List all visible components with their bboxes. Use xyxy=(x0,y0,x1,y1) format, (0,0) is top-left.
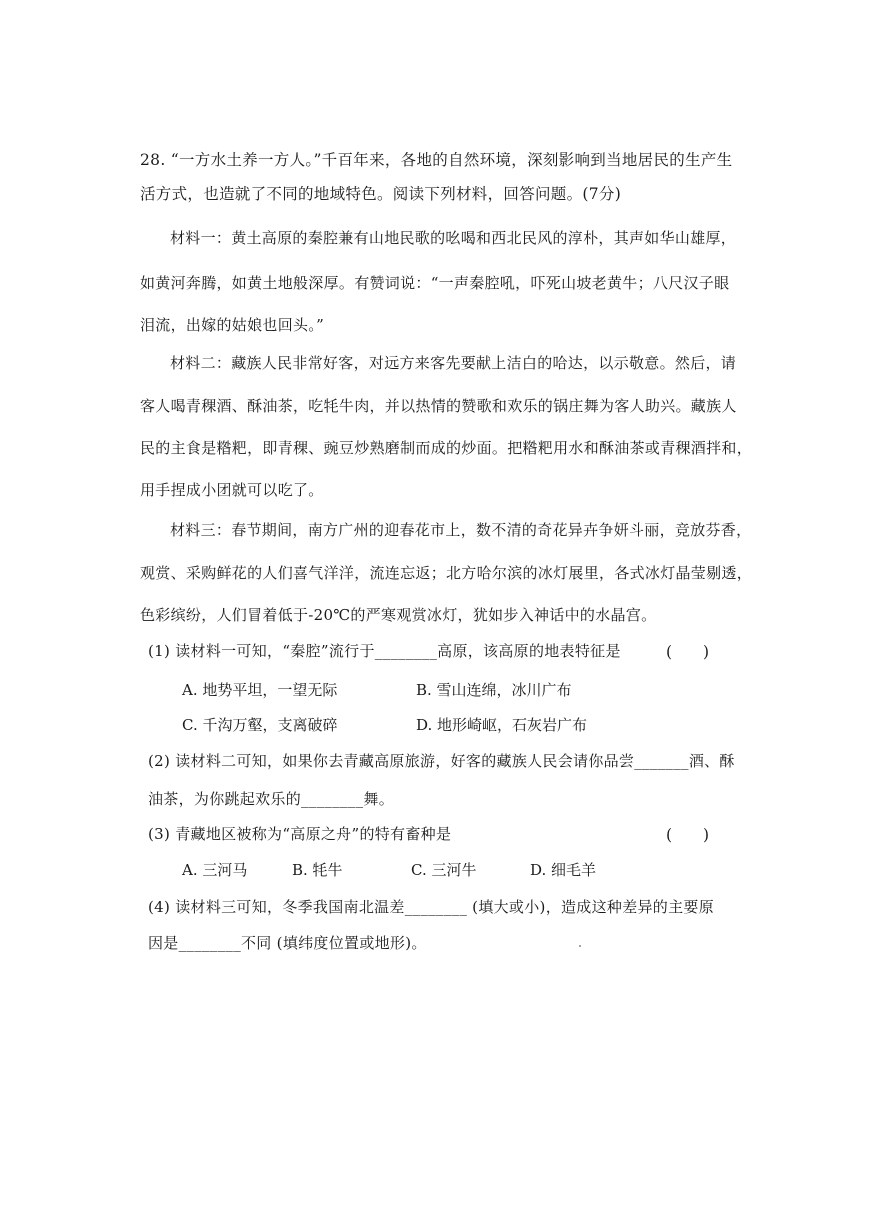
material-1-line-2: 如黄河奔腾，如黄土地般深厚。有赞词说：“一声秦腔吼，吓死山坡老黄牛；八尺汉子眼 xyxy=(140,274,730,292)
sub-question-2-line-2: 油茶，为你跳起欢乐的________舞。 xyxy=(148,790,395,808)
material-1-line-3: 泪流，出嫁的姑娘也回头。” xyxy=(140,316,325,334)
scan-speck xyxy=(579,945,581,947)
material-3-line-1: 材料三：春节期间，南方广州的迎春花市上，数不清的奇花异卉争妍斗丽，竞放芬香， xyxy=(170,521,752,539)
sub-question-1: (1) 读材料一可知，“秦腔”流行于________高原，该高原的地表特征是 xyxy=(148,642,621,660)
option-3a[interactable]: A. 三河马 xyxy=(182,861,248,879)
option-3d[interactable]: D. 细毛羊 xyxy=(530,861,597,879)
question-line-1: 28. “一方水土养一方人。”千百年来，各地的自然环境，深刻影响到当地居民的生产生 xyxy=(140,151,733,169)
material-1-line-1: 材料一：黄土高原的秦腔兼有山地民歌的吆喝和西北民风的淳朴，其声如华山雄厚， xyxy=(170,229,737,247)
option-1d[interactable]: D. 地形崎岖，石灰岩广布 xyxy=(416,716,588,734)
sub-question-3: (3) 青藏地区被称为“高原之舟”的特有畜种是 xyxy=(148,825,452,843)
material-3-line-2: 观赏、采购鲜花的人们喜气洋洋，流连忘返；北方哈尔滨的冰灯展里，各式冰灯晶莹剔透， xyxy=(140,564,753,582)
question-line-2: 活方式，也造就了不同的地域特色。阅读下列材料，回答问题。(7分) xyxy=(140,185,622,203)
answer-bracket-1[interactable]: ( ) xyxy=(666,643,710,661)
material-2-line-3: 民的主食是糌粑，即青稞、豌豆炒熟磨制而成的炒面。把糌粑用水和酥油茶或青稞酒拌和， xyxy=(140,439,753,457)
option-1a[interactable]: A. 地势平坦，一望无际 xyxy=(182,681,338,699)
material-3-line-3: 色彩缤纷，人们冒着低于-20℃的严寒观赏冰灯，犹如步入神话中的水晶宫。 xyxy=(140,606,657,624)
option-3b[interactable]: B. 牦牛 xyxy=(292,861,343,879)
material-2-line-1: 材料二：藏族人民非常好客，对远方来客先要献上洁白的哈达，以示敬意。然后，请 xyxy=(170,354,737,372)
option-3c[interactable]: C. 三河牛 xyxy=(411,861,477,879)
material-2-line-4: 用手捏成小团就可以吃了。 xyxy=(140,481,324,499)
option-1b[interactable]: B. 雪山连绵，冰川广布 xyxy=(416,681,572,699)
sub-question-2-line-1: (2) 读材料二可知，如果你去青藏高原旅游，好客的藏族人民会请你品尝_______酒、酥 xyxy=(148,752,735,770)
sub-question-4-line-2: 因是________不同 (填纬度位置或地形)。 xyxy=(148,934,427,952)
material-2-line-2: 客人喝青稞酒、酥油茶，吃牦牛肉，并以热情的赞歌和欢乐的锅庄舞为客人助兴。藏族人 xyxy=(140,397,737,415)
sub-question-4-line-1: (4) 读材料三可知，冬季我国南北温差________ (填大或小)，造成这种差异的主要原 xyxy=(148,898,714,916)
option-1c[interactable]: C. 千沟万壑，支离破碎 xyxy=(182,716,338,734)
answer-bracket-3[interactable]: ( ) xyxy=(666,826,710,844)
